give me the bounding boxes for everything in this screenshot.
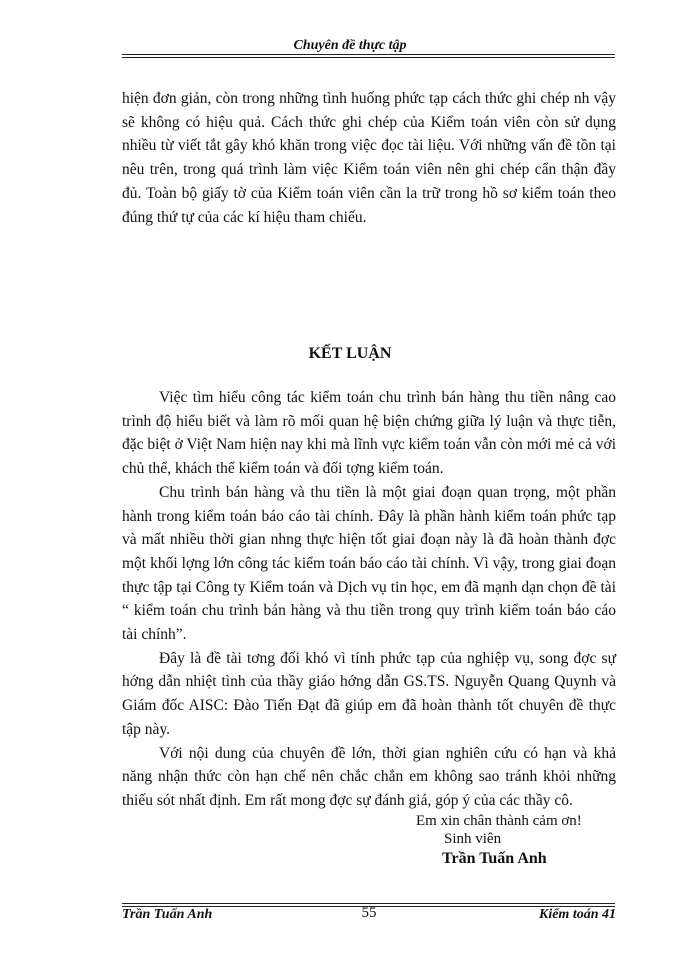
page-footer xyxy=(122,905,616,927)
conclusion-paragraph: Với nội dung của chuyên đề lớn, thời gian nghiên cứu có hạn và khả năng nhận thức còn hạn chế nên chắc chắn em không sao tránh khỏi những thiếu sót nhất định. Em rất mong đợc sự đánh giá, góp ý của các thầy cô. xyxy=(122,744,616,809)
running-header-title: Chuyên đề thực tập xyxy=(293,38,407,53)
conclusion-paragraph: Đây là đề tài tơng đối khó vì tính phức tạp của nghiệp vụ, song đợc sự hớng dẫn nhiệt tình của thầy giáo hớng dẫn GS.TS. Nguyễn Quang Quynh và Giám đốc AISC: Đào Tiến Đạt đã giúp em đã hoàn thành tốt chuyên đề thực tập này. xyxy=(122,649,616,738)
page-number: 55 xyxy=(361,905,377,921)
intro-paragraph: hiện đơn giản, còn trong những tình huống phức tạp cách thức ghi chép nh vậy sẽ không có hiệu quả. Cách thức ghi chép của Kiểm toán viên còn sử dụng nhiều từ viết tắt gây khó khăn trong việc đọc tài liệu. Với những vấn đề tồn tại nêu trên, trong quá trình làm việc Kiểm toán viên nên ghi chép cẩn thận đầy đủ. Toàn bộ giấy tờ của Kiểm toán viên cần la trữ trong hồ sơ kiểm toán theo đúng thứ tự của các kí hiệu tham chiếu. xyxy=(122,90,616,226)
conclusion-paragraph: Việc tìm hiểu công tác kiểm toán chu trình bán hàng thu tiền nâng cao trình độ hiểu biết và làm rõ mối quan hệ biện chứng giữa lý luận và thực tiễn, đặc biệt ở Việt Nam hiện nay khi mà lĩnh vực kiểm toán vẫn còn mới mẻ cả với chủ thể, khách thể kiểm toán và đối tợng kiểm toán. xyxy=(122,389,616,478)
conclusion-body xyxy=(122,386,616,813)
header-rule xyxy=(122,54,615,58)
conclusion-heading: KẾT LUẬN xyxy=(308,345,392,362)
thanks-line: Em xin chân thành cảm ơn! xyxy=(416,813,582,829)
student-role: Sinh viên xyxy=(444,831,502,847)
signature-block xyxy=(416,812,582,868)
conclusion-paragraph: Chu trình bán hàng và thu tiền là một giai đoạn quan trọng, một phần hành trong kiểm toán báo cáo tài chính. Đây là phần hành kiểm toán phức tạp và mất nhiều thời gian nhng thực hiện tốt giai đoạn này là đã hoàn thành đợc một khối lợng lớn công tác kiểm toán báo cáo tài chính. Vì vậy, trong giai đoạn thực tập tại Công ty Kiểm toán và Dịch vụ tin học, em đã mạnh dạn chọn đề tài “ kiểm toán chu trình bán hàng và thu tiền trong quy trình kiểm toán báo cáo tài chính”. xyxy=(122,483,616,644)
footer-author: Trần Tuấn Anh xyxy=(122,907,213,922)
student-name: Trần Tuấn Anh xyxy=(442,850,547,867)
footer-program: Kiểm toán 41 xyxy=(538,907,616,922)
intro-paragraph-block xyxy=(122,87,616,229)
